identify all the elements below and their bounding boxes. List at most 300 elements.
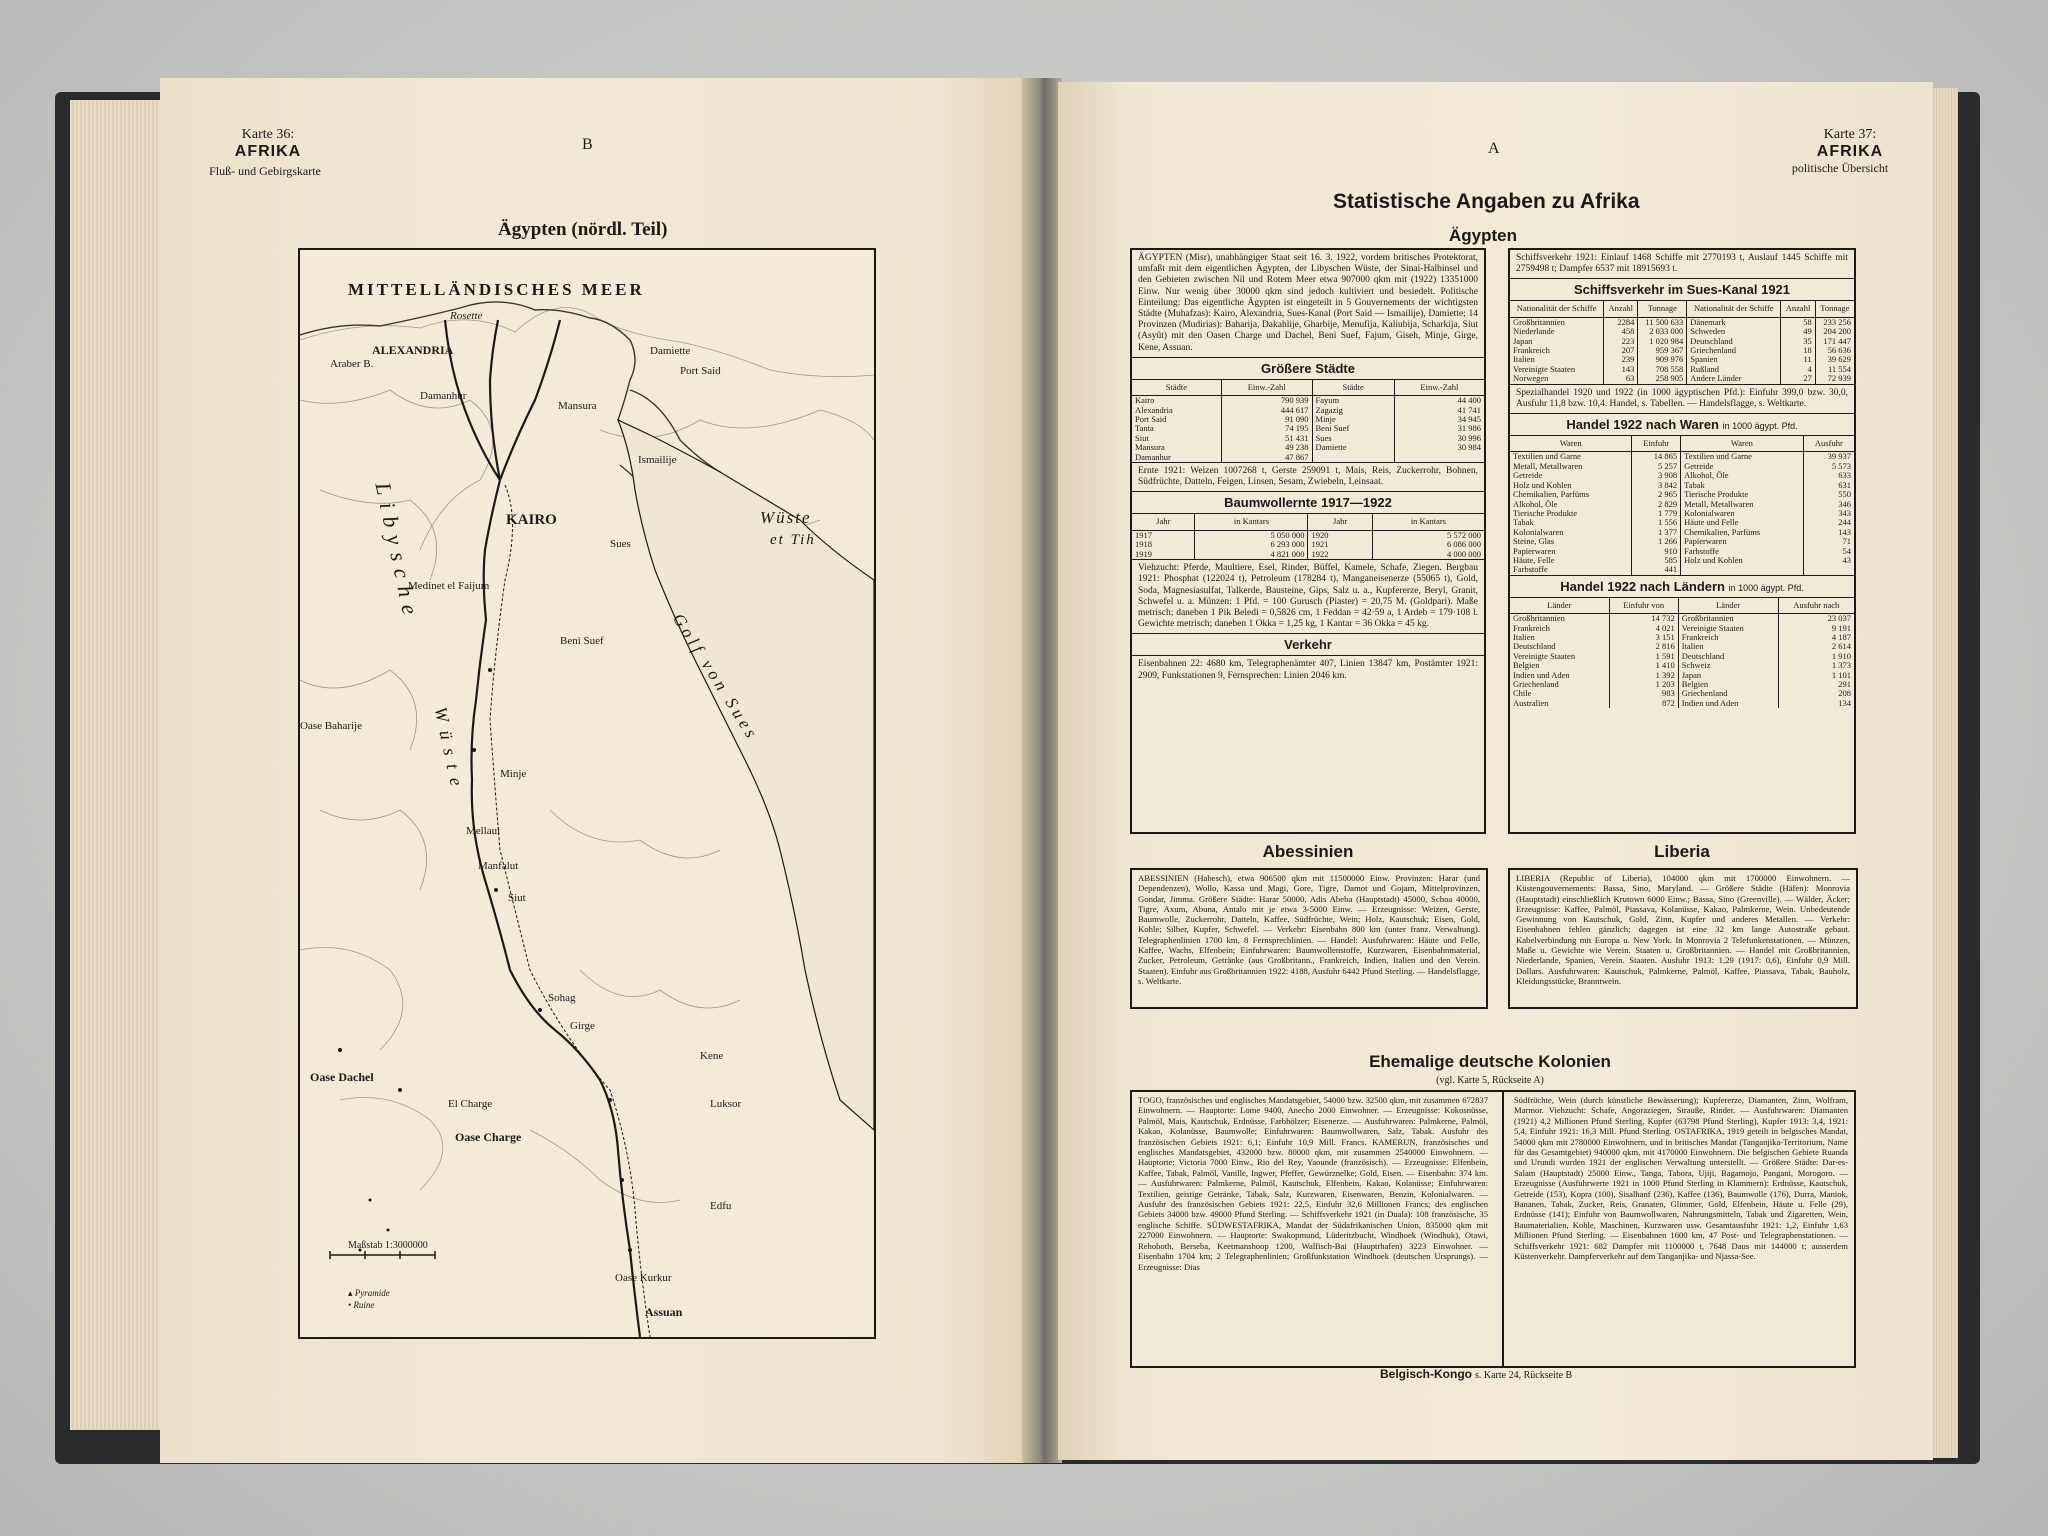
table-cell: Griechenland [1687, 346, 1781, 355]
cotton-col-year: Jahr [1132, 514, 1195, 530]
label-manfalut: Manfalut [478, 860, 519, 872]
cities-table [1132, 380, 1484, 462]
table-row [1132, 550, 1484, 559]
table-cell: Port Said [1132, 415, 1221, 424]
table-cell: 54 [1842, 545, 1851, 556]
table-cell: Australien [1510, 699, 1609, 708]
right-subtitle: politische Übersicht [1791, 161, 1889, 175]
table-cell: 5 572 000 [1447, 529, 1481, 540]
goods-col-import: Einfuhr [1632, 436, 1681, 452]
table-cell: Schweden [1687, 327, 1781, 336]
table-cell: 872 [1609, 699, 1678, 708]
table-cell: 983 [1609, 689, 1678, 698]
goods-col-ware: Waren [1510, 436, 1632, 452]
table-cell: Papierwaren [1681, 537, 1804, 546]
table-cell: Andere Länder [1687, 374, 1781, 383]
table-row [1510, 374, 1854, 383]
table-cell: 31 986 [1457, 423, 1481, 434]
trade-goods-unit: in 1000 ägypt. Pfd. [1722, 421, 1798, 432]
kolonien-left-text: TOGO, französisches und englisches Mandatsgebiet, 54000 bzw. 32500 qkm, mit zusammen 672837 Einwohnern. — Hauptorte: Lome 9400, Anecho 2000 Einwohner. — Erzeugnisse: Kokosnüsse, Palmöl, Mais, Kautschuk, Erdnüsse, Farbhölzer; Eisenerze. — Ausfuhrwaren: Palmkerne, Palmöl, Kakao, Kolanüsse, Baumwolle; Einfuhrwaren: Baumwollwaren, Salz, Tabak. Ausfuhr des französischen Gebiets 1921: 6,1; Einfuhr 10,9 Mill. Francs. KAMERUN, französisches und englisches Mandatsgebiet, 432000 bzw. 80000 qkm, mit zusammen 2540000 Einwohnern. — Hauptorte: Victoria 7000 Einw., Rio del Rey, Yaounde (französisch). — Erzeugnisse: Elfenbein, Kaffee, Tabak, Palmöl, Vanille, Ingwer, Pfeffer, Gewürznelke; Gold, Eisen. — Eisenbahn: 374 km. — Ausfuhrwaren: Palmkerne, Palmöl, Kautschuk, Elfenbein, Kakao, Kolanüsse; Einfuhrwaren: Textilien, geistige Getränke, Tabak, Salz, Kurzwaren, Eisenwaren, Benzin, Kolonialwaren. — Ausfuhr des französischen Gebiets 1921: 22,5, Einfuhr 32,6 Millionen Francs; des englischen Gebiets 34000 bzw. 49000 Pfund Sterling. — Schiffsverkehr 1921 (in Duala): 108 französische, 35 englische Schiffe. SÜDWESTAFRIKA, Mandat der Südafrikanischen Union, 835000 qkm mit 227000 Einwohnern. — Hauptorte: Swakopmund, Lüderitzbucht, Windhoek (Windhuk), Otawi, Rehoboth, Berseba, Keetmanshoop 1200, Walfisch-Bai (Hauptrhafen) 3223 Einwohner. — Eisenbahn 1704 km; 2 Telegraphenlinien; Großfunkstation Windhoek (deutschen Ursprungs). — Erzeugnisse: Dias [1138, 1095, 1488, 1272]
table-cell: 74 195 [1221, 424, 1312, 433]
suez-col-nat2: Nationalität der Schiffe [1687, 301, 1781, 317]
table-cell: 1 591 [1609, 652, 1678, 661]
kolonien-divider [1502, 1092, 1504, 1366]
table-cell: Chile [1510, 689, 1609, 698]
trade-goods-table [1510, 436, 1854, 575]
table-cell: 1 410 [1609, 661, 1678, 670]
table-row [1510, 537, 1854, 546]
table-cell: Dänemark [1687, 317, 1781, 327]
abessinien-text: ABESSINIEN (Habesch), etwa 906500 qkm mit 11500000 Einw. Provinzen: Harar (und Dependenzen), Wollo, Kassa und Magi, Gore, Tigre, Damot und Gojam, Mittelprovinzen, Gondar, Jimma. Größere Städte: Harar 50000, Adis Abeba (Hauptstadt) 45000, Schoa 40000, Tigre, Axum, Abuna, Antalo mit je etwa 3-5000 Einw. — Erzeugnisse: Weizen, Gerste, Baumwolle, Zuckerrohr, Datteln, Kaffee, Südfrüchte, Wein; Holz, Kautschuk; Eisen, Gold, Kohle; Silber, Kupfer, Schwefel. — Verkehr: Eisenbahn 800 km (unter franz. Verwaltung). Telegraphenlinien 1700 km, 8 Fernsprechlinien. — Handel: Ausfuhrwaren: Häute und Felle, Kaffee, Wachs, Elfenbein; Einfuhrwaren: Baumwollenstoffe, Kurzwaren, Eisenbahnmaterial, Zucker, Petroleum, Getränke (aus Großbritann., Frankreich, Indien, Italien und den Verein. Staaten). Einfuhr aus Großbritannien 1922: 4188, Ausfuhr 6442 Pfund Sterling. — Handelsflagge, s. Weltkarte. [1138, 873, 1480, 986]
table-cell: Frankreich [1510, 346, 1604, 355]
table-cell: 30 984 [1457, 442, 1481, 453]
table-cell: 1 377 [1632, 528, 1681, 537]
table-cell: Siut [1132, 434, 1221, 443]
kolonien-right-text: Südfrüchte, Wein (durch künstliche Bewässerung); Kupfererze, Diamanten, Zinn, Wolfram, Marmor. Viehzucht: Schafe, Angoraziegen, Strauße, Rinder. — Ausfuhrwaren: Diamanten (1921) 4,2 Millionen Pfund Sterling, Kupfer (63798 Pfund Sterling), Kupfer 1913: 3,4, 1921: 5,4, Einfuhr 1921: 16,3 Mill. Pfund Sterling. OSTAFRIKA, 1919 geteilt in belgisches Mandat, 54000 qkm mit 2780000 Einwohnern, und in britisches Mandat (Tanganjika-Territorium, Name für das Gesamtgebiet) 940000 qkm, mit 4170000 Einwohnern. Die belgischen Gebiete Ruanda und Urundi wurden 1921 der englischen Verwaltung unterstellt. — Größere Städte: Dar-es-Salam (Hauptstadt) 25000 Einw., Tanga, Tabora, Ujiji, Bagamojo, Pangani, Morogoro. — Erzeugnisse (Ausfuhrwerte 1921 in 1000 Pfund Sterling in Klammern): Erdnüsse, Kautschuk, Getreide (153), Kopra (100), Sisalhanf (236), Kaffee (136), Baumwolle (176), Durra, Maniok, Bananen, Tabak, Zucker, Reis, Granaten, Glimmer, Gold, Elfenbein, Häute u. Felle (29), Erdnüsse (141); Einfuhr von Baumwollwaren, Nahrungsmitteln, Tabak und Zigaretten, Wein, Baumaterialien, Kohle, Maschinen, Kurzwaren usw. Gesamtausfuhr 1921: 1,2, Einfuhr 1,63 Millionen Pfund Sterling. — Eisenbahnen 1600 km, 47 Post- und Telegraphenstationen. — Schiffsverkehr 1921: 682 Dampfer mit 1100000 t, 7648 Daus mit 144000 t; ausserdem Küstenverkehr. Dampferverkehr auf dem Tanganjika- und Njassa-See. [1514, 1095, 1848, 1262]
table-cell: 72 939 [1827, 373, 1851, 384]
table-cell: 1922 [1308, 550, 1372, 559]
cities-heading: Größere Städte [1132, 357, 1484, 380]
table-cell: Kolonialwaren [1681, 509, 1804, 518]
map-title: Ägypten (nördl. Teil) [498, 219, 668, 240]
table-cell: 1 392 [1609, 671, 1678, 680]
label-sohag: Sohag [548, 992, 576, 1004]
table-cell: Vereinigte Staaten [1678, 624, 1778, 633]
statistics-title: Statistische Angaben zu Afrika [1333, 190, 1640, 213]
trade-goods-heading [1510, 413, 1854, 436]
table-cell: Griechenland [1510, 680, 1609, 689]
cities-col-city2: Städte [1312, 380, 1394, 396]
table-cell: 6 293 000 [1195, 540, 1308, 549]
table-cell: 1 910 [1831, 650, 1851, 661]
table-cell: Tabak [1510, 518, 1632, 527]
right-karte: Karte 37: [1823, 127, 1877, 142]
label-kene: Kene [700, 1050, 724, 1062]
egypt-box [1130, 248, 1486, 834]
table-cell: 11 [1781, 355, 1815, 364]
table-cell: Holz und Kohlen [1510, 481, 1632, 490]
right-header [1791, 126, 1900, 177]
table-cell: Fayum [1312, 396, 1394, 406]
table-row [1132, 453, 1484, 462]
table-cell: Steine, Glas [1510, 537, 1632, 546]
table-cell: 5 050 000 [1195, 530, 1308, 540]
table-cell: Belgien [1678, 680, 1778, 689]
table-cell: 1 373 [1831, 660, 1851, 671]
cities-col-city: Städte [1132, 380, 1221, 396]
table-cell: 4 187 [1831, 631, 1851, 642]
kolonien-box [1130, 1090, 1856, 1368]
label-luksor: Luksor [710, 1098, 742, 1110]
table-cell: 633 [1838, 470, 1851, 481]
label-damanhur: Damanhur [420, 390, 467, 402]
table-cell: Alkohol, Öle [1510, 500, 1632, 509]
left-header [228, 126, 308, 160]
table-cell: Damanhur [1132, 453, 1221, 462]
left-subtitle: Fluß- und Gebirgskarte [209, 164, 321, 178]
kolonien-ref: (vgl. Karte 5, Rückseite A) [1436, 1075, 1544, 1086]
table-cell: Getreide [1681, 462, 1804, 471]
table-cell: 585 [1632, 556, 1681, 565]
table-cell: Mansura [1132, 443, 1221, 452]
table-cell: Großbritannien [1510, 614, 1609, 624]
table-row [1510, 490, 1854, 499]
table-cell: 1 266 [1632, 537, 1681, 546]
trade-countries-table [1510, 598, 1854, 708]
trade-countries-title: Handel 1922 nach Ländern [1560, 578, 1726, 594]
label-et-tih: et Tih [770, 532, 816, 548]
label-medinet: Medinet el Faijum [408, 580, 490, 592]
table-cell: 1 203 [1609, 680, 1678, 689]
label-el-charge: El Charge [448, 1098, 493, 1110]
map-drawing [300, 250, 874, 1337]
label-girge: Girge [570, 1020, 595, 1032]
table-cell: Farbstoffe [1681, 547, 1804, 556]
label-oase-baharije: Oase Baharije [300, 720, 362, 732]
table-cell [1681, 565, 1804, 574]
table-cell: Japan [1510, 337, 1604, 346]
table-cell [1394, 453, 1484, 462]
table-cell: Textilien und Garne [1510, 452, 1632, 462]
table-row [1510, 528, 1854, 537]
table-cell: Chemikalien, Parfüms [1681, 528, 1804, 537]
table-cell: 49 [1781, 327, 1815, 336]
table-cell: 2 829 [1632, 500, 1681, 509]
suez-heading: Schiffsverkehr im Sues-Kanal 1921 [1510, 278, 1854, 301]
label-assuan: Assuan [645, 1305, 683, 1319]
verkehr-heading: Verkehr [1132, 633, 1484, 656]
table-cell: Indien und Aden [1510, 671, 1609, 680]
table-row [1132, 540, 1484, 549]
label-oase-kurkur: Oase Kurkur [615, 1272, 672, 1284]
table-cell: Holz und Kohlen [1681, 556, 1804, 565]
table-row [1510, 699, 1854, 708]
table-cell: 34 945 [1457, 414, 1481, 425]
table-cell: Italien [1678, 642, 1778, 651]
table-cell: 71 [1842, 536, 1851, 547]
table-cell: 2284 [1604, 317, 1638, 327]
table-cell: 258 905 [1638, 374, 1687, 383]
liberia-box [1508, 868, 1858, 1009]
table-cell: 223 [1604, 337, 1638, 346]
table-row [1510, 462, 1854, 471]
cotton-table [1132, 514, 1484, 559]
right-region: AFRIKA [1816, 143, 1884, 160]
table-cell: 134 [1838, 697, 1851, 708]
table-cell: Metall, Metallwaren [1510, 462, 1632, 471]
footer-title: Belgisch-Kongo [1380, 1367, 1472, 1381]
egypt-heading: Ägypten [1449, 226, 1517, 245]
table-cell: 207 [1604, 346, 1638, 355]
table-cell: 2 033 000 [1638, 327, 1687, 336]
schiff-text: Schiffsverkehr 1921: Einlauf 1468 Schiffe mit 2770193 t, Auslauf 1445 Schiffe mit 2759498 t; Dampfer 6537 mit 18915693 t. [1516, 253, 1848, 275]
table-cell: 1 779 [1632, 509, 1681, 518]
table-cell: 208 [1838, 688, 1851, 699]
label-oase-dachel: Oase Dachel [310, 1070, 374, 1084]
table-cell: 790 939 [1221, 396, 1312, 406]
table-cell: 43 [1842, 554, 1851, 565]
left-region: AFRIKA [234, 143, 302, 160]
liberia-heading: Liberia [1654, 842, 1710, 861]
label-wuste: Wüste [760, 508, 812, 527]
table-cell: 1921 [1308, 540, 1372, 549]
label-rosette: Rosette [450, 310, 483, 322]
table-cell: 39 629 [1827, 354, 1851, 365]
goods-col-ware2: Waren [1681, 436, 1804, 452]
table-cell: 239 [1604, 355, 1638, 364]
label-siut: Siut [508, 892, 526, 904]
table-cell: Schweiz [1678, 661, 1778, 670]
table-cell: 58 [1781, 317, 1815, 327]
right-page-letter: A [1488, 140, 1500, 157]
suez-col-count: Anzahl [1604, 301, 1638, 317]
suez-col-nat: Nationalität der Schiffe [1510, 301, 1604, 317]
table-cell: Minje [1312, 415, 1394, 424]
abessinien-box [1130, 868, 1488, 1009]
countries-col-land: Länder [1510, 598, 1609, 614]
suez-col-count2: Anzahl [1781, 301, 1815, 317]
table-cell: Rußland [1687, 365, 1781, 374]
table-cell: 4 021 [1609, 624, 1678, 633]
left-page-letter: B [582, 136, 593, 153]
table-cell: 3 151 [1609, 633, 1678, 642]
table-cell: 1918 [1132, 540, 1195, 549]
table-cell: 444 617 [1221, 406, 1312, 415]
egypt-intro: ÄGYPTEN (Misr), unabhängiger Staat seit 16. 3. 1922, vordem britisches Protektorat, umfaßt mit dem eigentlichen Ägypten, der Libyschen Wüste, der Sinai-Halbinsel und den Gebieten zwischen Nil und Rotem Meer etwa 907000 qkm mit (1922) 13351000 Einw. Nur wenig über 30000 qkm sind jedoch kultiviert und besiedelt. Politische Einteilung: Das eigentliche Ägypten ist eingeteilt in 5 Gouvernements der wichtigsten Städte (Muhafzas): Kairo, Alexandria, Sues-Kanal (Port Said — Ismailije), Damiette; 14 Provinzen (Mudirias): Baharija, Dakahlije, Gharbije, Menufija, Kaliubija, Scharkija, Siut (Asyût) mit den Oasen Charge und Dachel, Beni Suef, Fajum, Giseh, Minje, Girge, Kene, Assuan. [1138, 253, 1478, 353]
misc-text: Viehzucht: Pferde, Maultiere, Esel, Rinder, Büffel, Kamele, Schafe, Ziegen. Bergbau 1921: Phosphat (122024 t), Petroleum (178284 t), Manganeisenerze (55065 t), Gold, Soda, Magnesiasulfat, Talkerde, Bausteine, Gips, Salz u. a., Kupfererze, Beryl, Granit, Schwefel u. a. Münzen: 1 Pfd. = 100 Gurusch (Piaster) = 20,75 M. (Goldpari). Maße metrisch; daneben 1 Pik Beledi = 0,5826 cm, 1 Feddan = 42·59 a, 1 Ardeb = 179·108 l. Gewichte metrisch; daneben 1 Okka = 1,25 kg, 1 Kantar = 36 Okka = 45 kg. [1132, 559, 1484, 633]
table-cell: Frankreich [1678, 633, 1778, 642]
table-cell: Großbritannien [1510, 317, 1604, 327]
table-cell: Belgien [1510, 661, 1609, 670]
table-cell: Häute und Felle [1681, 518, 1804, 527]
table-cell: 3 908 [1632, 471, 1681, 480]
table-cell: 1919 [1132, 550, 1195, 559]
legend-pyramide-text: Pyramide [354, 1288, 390, 1298]
table-cell: 2 816 [1609, 642, 1678, 651]
footer-note [1380, 1367, 1572, 1382]
trade-countries-unit: in 1000 ägypt. Pfd. [1728, 582, 1804, 593]
table-cell: 3 842 [1632, 481, 1681, 490]
table-cell: 63 [1604, 374, 1638, 383]
table-cell: Niederlande [1510, 327, 1604, 336]
liberia-text: LIBERIA (Republic of Liberia), 104000 qkm mit 1700000 Einwohnern. — Küstengouvernements: Bassa, Sino, Maryland. — Größere Städte (Häfen): Monrovia (Hauptstadt) einschließlich Krutown 6000 Einw.; Bassa, Sino (Greenville). — Wälder, Äcker; Erzeugnisse: Kaffee, Palmöl, Piassava, Kolanüsse, Kakao, Palmkerne, Wein. Unbedeutende Gewinnung von Kautschuk, Gold, Zinn, Kupfer und anderes Metallen. — Verkehr: Eisenbahnen fehlen gänzlich; dagegen ist eine 32 km lange Autostraße gebaut. Kabelverbindung mit Europa u. New York. In Monrovia 2 Telefunkenstationen. — Münzen, Maße u. Gewichte wie Verein. Staaten u. Großbritannien. — Handel mit Großbritannien, Niederlande, Spanien, Verein. Staaten. Ausfuhr 1913: 1,29 (1917: 0,6), Einfuhr 0,9 Mill. Dollars. Ausfuhrwaren: Kautschuk, Palmkerne, Palmöl, Kaffee, Piassava, Tabak, Bauholz, Kleidungsstücke, Branntwein. [1516, 873, 1850, 986]
table-cell: 14 732 [1609, 614, 1678, 624]
table-cell: 441 [1632, 565, 1681, 574]
label-ismailije: Ismailije [638, 454, 677, 466]
table-cell: Indien und Aden [1678, 699, 1778, 708]
table-cell: Großbritannien [1678, 614, 1778, 624]
goods-col-export: Ausfuhr [1803, 436, 1854, 452]
footer-ref: s. Karte 24, Rückseite B [1475, 1370, 1573, 1381]
table-cell: 11 500 633 [1638, 317, 1687, 327]
table-cell: 1920 [1308, 530, 1372, 540]
table-row [1132, 530, 1484, 540]
table-cell: 708 558 [1638, 365, 1687, 374]
table-cell: Tierische Produkte [1681, 490, 1804, 499]
table-cell: 5 573 [1831, 460, 1851, 471]
label-araber: Araber B. [330, 358, 374, 370]
table-cell: 171 447 [1823, 335, 1851, 346]
table-cell: Frankreich [1510, 624, 1609, 633]
label-oase-charge: Oase Charge [455, 1130, 522, 1144]
table-row [1510, 556, 1854, 565]
table-cell: Textilien und Garne [1681, 452, 1804, 462]
verkehr-text: Eisenbahnen 22: 4680 km, Telegraphenämter 407, Linien 13847 km, Postämter 1921: 2909, Funkstationen 9, Fernsprechen: Linien 2046 km. [1138, 659, 1478, 681]
table-cell: 233 256 [1823, 316, 1851, 327]
label-beni-suef: Beni Suef [560, 635, 604, 647]
cotton-col-kantars: in Kantars [1195, 514, 1308, 530]
countries-col-export: Ausfuhr nach [1778, 598, 1854, 614]
egypt-trade-box [1508, 248, 1856, 834]
table-cell: Deutschland [1687, 337, 1781, 346]
table-cell: 1 020 984 [1638, 337, 1687, 346]
cities-col-pop2: Einw.-Zahl [1394, 380, 1484, 396]
table-cell: 30 996 [1457, 432, 1481, 443]
table-cell: 343 [1838, 507, 1851, 518]
ernte-text: Ernte 1921: Weizen 1007268 t, Gerste 259091 t, Mais, Reis, Zuckerrohr, Bohnen, Südfrüchte, Datteln, Feigen, Linsen, Sesam, Zwiebeln, Leinsaat. [1132, 462, 1484, 491]
legend-ruine-text: Ruine [353, 1300, 375, 1310]
table-cell: Zagazig [1312, 406, 1394, 415]
table-cell: 4 000 000 [1447, 548, 1481, 559]
table-cell: 18 [1781, 346, 1815, 355]
table-cell: 1917 [1132, 530, 1195, 540]
table-cell: 909 976 [1638, 355, 1687, 364]
table-row [1510, 565, 1854, 574]
legend-pyramide: ▴ Pyramide [348, 1288, 390, 1298]
label-golf: Golf von Sues [668, 610, 763, 745]
table-cell: Italien [1510, 355, 1604, 364]
table-cell: Damiette [1312, 443, 1394, 452]
kolonien-heading: Ehemalige deutsche Kolonien [1369, 1052, 1611, 1071]
table-cell: 6 086 000 [1447, 539, 1481, 550]
table-cell: 1 101 [1831, 669, 1851, 680]
table-cell: 2 965 [1632, 490, 1681, 499]
table-cell: 1 556 [1632, 518, 1681, 527]
suez-col-tonnage2: Tonnage [1815, 301, 1854, 317]
table-cell: Getreide [1510, 471, 1632, 480]
label-edfu: Edfu [710, 1200, 732, 1212]
table-cell: Chemikalien, Parfüms [1510, 490, 1632, 499]
table-cell: 550 [1838, 489, 1851, 500]
table-cell: 14 865 [1632, 452, 1681, 462]
table-cell: 291 [1838, 679, 1851, 689]
table-cell: Tierische Produkte [1510, 509, 1632, 518]
label-libysche: Libysche [370, 480, 425, 625]
table-cell: 4 [1781, 365, 1815, 374]
cotton-col-year2: Jahr [1308, 514, 1372, 530]
table-cell: Deutschland [1510, 642, 1609, 651]
label-mellaui: Mellaui [466, 825, 501, 837]
table-cell: Kolonialwaren [1510, 528, 1632, 537]
table-cell: 4 821 000 [1195, 550, 1308, 559]
scale-label: Maßstab 1:3000000 [348, 1240, 428, 1251]
table-cell: Spanien [1687, 355, 1781, 364]
table-cell: Vereinigte Staaten [1510, 652, 1609, 661]
table-cell: 631 [1838, 479, 1851, 490]
suez-table [1510, 301, 1854, 383]
table-cell: 91 090 [1221, 415, 1312, 424]
table-cell: 959 367 [1638, 346, 1687, 355]
cities-col-pop: Einw.-Zahl [1221, 380, 1312, 396]
table-cell: Alkohol, Öle [1681, 471, 1804, 480]
table-cell: Norwegen [1510, 374, 1604, 383]
table-cell: Deutschland [1678, 652, 1778, 661]
table-cell: Papierwaren [1510, 547, 1632, 556]
table-cell: Häute, Felle [1510, 556, 1632, 565]
cotton-col-kantars2: in Kantars [1372, 514, 1484, 530]
table-cell: 27 [1781, 374, 1815, 383]
table-cell: 143 [1604, 365, 1638, 374]
table-cell: Beni Suef [1312, 424, 1394, 433]
table-cell: Sues [1312, 434, 1394, 443]
table-cell: 9 191 [1831, 622, 1851, 633]
table-cell: 39 937 [1827, 451, 1851, 462]
label-damiette: Damiette [650, 345, 691, 357]
table-cell: 143 [1838, 526, 1851, 537]
table-cell: 47 867 [1221, 453, 1312, 462]
left-karte: Karte 36: [241, 127, 295, 142]
table-cell: 44 400 [1457, 395, 1481, 406]
table-cell: 49 238 [1221, 443, 1312, 452]
table-cell: 23 037 [1827, 613, 1851, 624]
label-minje: Minje [500, 768, 527, 780]
table-cell: 11 554 [1827, 363, 1851, 374]
table-cell: 458 [1604, 327, 1638, 336]
table-cell: 5 257 [1632, 462, 1681, 471]
table-cell: Italien [1510, 633, 1609, 642]
sea-label: MITTELLÄNDISCHES MEER [348, 280, 645, 299]
table-cell [1803, 565, 1854, 574]
table-cell: 910 [1632, 547, 1681, 556]
egypt-map [298, 248, 876, 1339]
table-cell: Metall, Metallwaren [1681, 500, 1804, 509]
table-cell: 41 741 [1457, 404, 1481, 415]
cotton-heading: Baumwollernte 1917—1922 [1132, 491, 1484, 514]
abessinien-heading: Abessinien [1262, 842, 1354, 861]
label-mansura: Mansura [558, 400, 597, 412]
label-wuste-lower: Wüste [430, 705, 469, 797]
label-sues: Sues [610, 538, 631, 550]
table-row [1510, 509, 1854, 518]
table-cell: Tanta [1132, 424, 1221, 433]
label-alexandria: ALEXANDRIA [372, 343, 454, 357]
countries-col-import: Einfuhr von [1609, 598, 1678, 614]
book-gutter [1022, 78, 1062, 1463]
table-cell: 51 431 [1221, 434, 1312, 443]
table-cell [1312, 453, 1394, 462]
trade-countries-heading [1510, 575, 1854, 598]
legend-ruine: • Ruine [348, 1300, 375, 1310]
table-cell: Farbstoffe [1510, 565, 1632, 574]
table-cell: 346 [1838, 498, 1851, 509]
table-cell: Griechenland [1678, 689, 1778, 698]
table-cell: 35 [1781, 337, 1815, 346]
table-cell: 56 636 [1827, 345, 1851, 356]
spezial-text: Spezialhandel 1920 und 1922 (in 1000 ägyptischen Pfd.): Einfuhr 399,0 bzw. 30,0, Ausfuhr 11,8 bzw. 10,4. Handel, s. Tabellen. — Handelsflagge, s. Weltkarte. [1510, 384, 1854, 413]
table-row [1510, 547, 1854, 556]
table-cell: Tabak [1681, 481, 1804, 490]
table-cell: 204 200 [1823, 326, 1851, 337]
table-cell: Kairo [1132, 396, 1221, 406]
table-cell: Alexandria [1132, 406, 1221, 415]
trade-goods-title: Handel 1922 nach Waren [1566, 417, 1719, 433]
table-cell: 2 614 [1831, 641, 1851, 652]
table-cell: Japan [1678, 671, 1778, 680]
table-cell: Vereinigte Staaten [1510, 365, 1604, 374]
label-port-said: Port Said [680, 365, 721, 377]
label-kairo: KAIRO [506, 512, 557, 528]
countries-col-land2: Länder [1678, 598, 1778, 614]
